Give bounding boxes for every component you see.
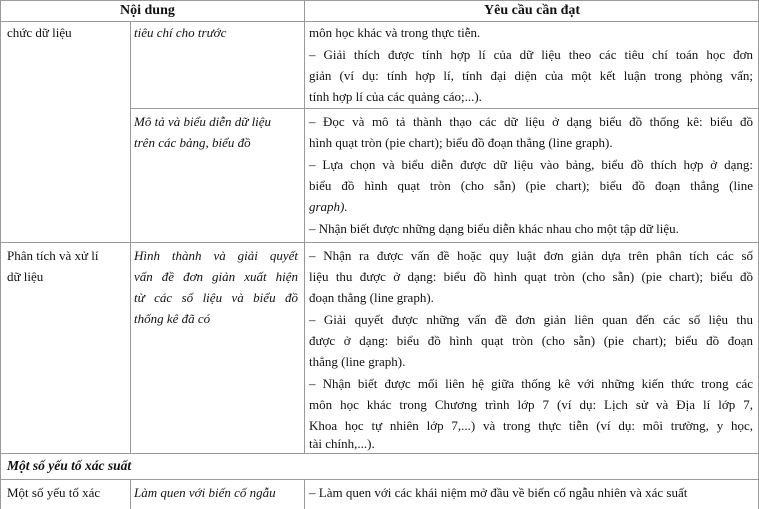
requirement-line: tính hợp lí của các quảng cáo;...).	[309, 89, 482, 104]
requirement-line: hình quạt tròn (pie chart); biểu đồ đoạn thẳng (line graph).	[309, 135, 613, 150]
topic-cell: dữ liệu	[7, 269, 44, 284]
requirement-line: thẳng (line graph).	[309, 354, 406, 369]
requirement-line: – Giải thích được tính hợp lí của dữ liệu theo các tiêu chí toán học đơn	[309, 47, 753, 62]
topic-cell: Phân tích và xử lí	[7, 248, 99, 263]
content-cell: Làm quen với biến cố ngẫu	[134, 485, 276, 500]
requirement-line: môn học khác và trong thực tiễn.	[309, 25, 481, 40]
requirement-line: đoạn thẳng (line graph).	[309, 290, 434, 305]
content-cell: trên các bảng, biểu đồ	[134, 135, 251, 150]
content-cell: từ các số liệu và biểu đồ	[134, 290, 298, 305]
row-divider	[0, 479, 759, 480]
requirement-line: – Nhận biết được những dạng biểu diễn khác nhau cho một tập dữ liệu.	[309, 221, 679, 236]
requirement-line: Khoa học tự nhiên lớp 7,...) và trong thực tiễn (ví dụ: môi trường, y học,	[309, 418, 753, 433]
table-border-top	[0, 0, 759, 1]
content-cell: tiêu chí cho trước	[134, 25, 227, 40]
column-divider	[304, 479, 305, 509]
header-content: Nội dung	[120, 3, 175, 18]
content-cell: thống kê đã có	[134, 311, 211, 326]
requirement-line: graph).	[309, 199, 348, 214]
header-requirements: Yêu cầu cần đạt	[484, 3, 581, 18]
header-divider	[0, 21, 759, 22]
requirement-line: – Làm quen với các khái niệm mở đầu về biến cố ngẫu nhiên và xác suất	[309, 485, 688, 500]
requirement-line: tài chính,...).	[309, 436, 375, 451]
row-divider	[130, 108, 759, 109]
content-cell: Hình thành và giải quyết	[134, 248, 298, 263]
requirement-line: – Giải quyết được những vấn đề đơn giản liên quan đến các số liệu thu	[309, 312, 753, 327]
requirement-line: biểu đồ hình quạt tròn (cho sẵn) (pie chart); biểu đồ đoạn thẳng (line	[309, 178, 753, 193]
requirement-line: – Nhận biết được mối liên hệ giữa thống kê với những kiến thức trong các	[309, 376, 753, 391]
column-divider	[304, 0, 305, 453]
requirement-line: – Đọc và mô tả thành thạo các dữ liệu ở dạng biểu đồ thống kê: biểu đồ	[309, 114, 753, 129]
content-cell: vấn đề đơn giản xuất hiện	[134, 269, 298, 284]
requirement-line: môn học khác trong Chương trình lớp 7 (ví dụ: Lịch sử và Địa lí lớp 7,	[309, 397, 753, 412]
column-divider	[130, 21, 131, 453]
requirement-line: – Nhận ra được vấn đề hoặc quy luật đơn giản dựa trên phân tích các số	[309, 248, 753, 263]
topic-cell: Một số yếu tố xác	[7, 485, 101, 500]
row-divider	[0, 453, 759, 454]
content-cell: Mô tả và biểu diễn dữ liệu	[134, 114, 272, 129]
table-border-left	[0, 0, 1, 509]
row-divider	[0, 242, 759, 243]
requirement-line: – Lựa chọn và biểu diễn được dữ liệu vào bảng, biểu đồ thích hợp ở dạng:	[309, 157, 753, 172]
requirement-line: được ở dạng: biểu đồ hình quạt tròn (cho sẵn) (pie chart); biểu đồ đoạn	[309, 333, 753, 348]
requirement-line: giản (ví dụ: tính hợp lí, tính đại diện của một kết luận trong phỏng vấn;	[309, 68, 753, 83]
section-title: Một số yếu tố xác suất	[7, 458, 132, 473]
topic-cell: chức dữ liệu	[7, 25, 72, 40]
column-divider	[130, 479, 131, 509]
requirement-line: liệu thu được ở dạng: biểu đồ hình quạt tròn (cho sẵn) (pie chart); biểu đồ	[309, 269, 753, 284]
